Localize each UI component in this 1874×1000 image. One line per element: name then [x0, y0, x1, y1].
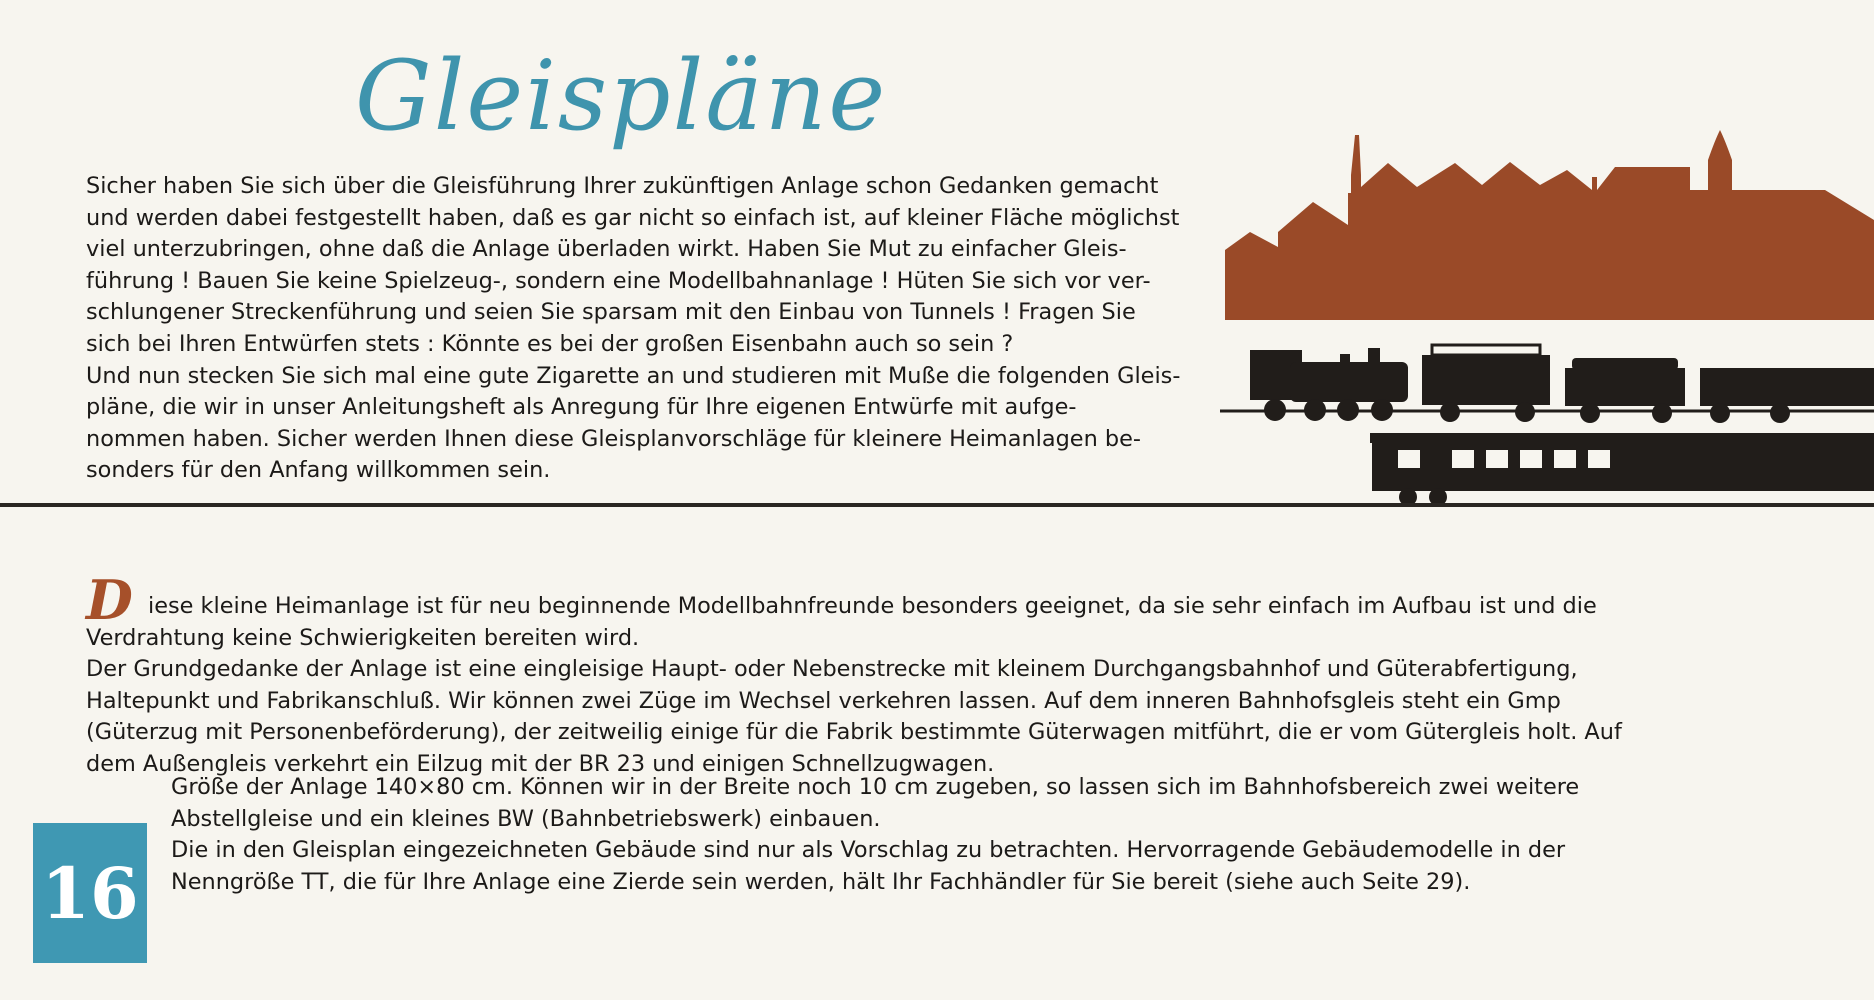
intro-line: sonders für den Anfang willkommen sein. [86, 457, 551, 484]
page-title: Gleispläne [355, 40, 888, 152]
article-paragraph: Die in den Gleisplan eingezeichneten Gebäude sind nur als Vorschlag zu betrachten. Hervorragende Gebäudemodelle in der Nenngröße TT, die für Ihre Anlage eine Zierde sein werden, hält Ihr Fachhändler für Sie bereit (siehe auch Seite 29). [171, 837, 1566, 895]
intro-line: Sicher haben Sie sich über die Gleisführung Ihrer zukünftigen Anlage schon Gedanken gemacht [86, 173, 1159, 199]
skyline-train-illustration [1220, 130, 1874, 505]
article-paragraph: Der Grundgedanke der Anlage ist eine eingleisige Haupt- oder Nebenstrecke mit kleinem Durchgangsbahnhof und Güterabfertigung, Haltepunkt und Fabrikanschluß. Wir können zwei Züge im Wechsel verkehren lassen. Auf dem inneren Bahnhofsgleis steht ein Gmp (Güterzug mit Personenbeförderung), der zeitweilig einige für die Fabrik bestimmte Güterwagen mitführt, die er vom Gütergleis holt. Auf dem Außengleis verkehrt ein Eilzug mit der BR 23 und einigen Schnellzugwagen. [86, 656, 1622, 777]
drop-cap: D [86, 568, 133, 632]
intro-line: und werden dabei festgestellt haben, daß es gar nicht so einfach ist, auf kleiner Fläche möglichst [86, 204, 1180, 231]
intro-line: schlungener Streckenführung und seien Sie sparsam mit den Einbau von Tunnels ! Fragen Sie [86, 299, 1136, 326]
intro-line: führung ! Bauen Sie keine Spielzeug-, sondern eine Modellbahnanlage ! Hüten Sie sich vor ver- [86, 267, 1151, 294]
intro-paragraph [86, 171, 1216, 487]
article-paragraph [86, 568, 1656, 654]
freight-car-cutoff [1700, 368, 1874, 423]
intro-line: pläne, die wir in unser Anleitungsheft als Anregung für Ihre eigenen Entwürfe mit aufge- [86, 394, 1077, 421]
intro-line: Und nun stecken Sie sich mal eine gute Zigarette an und studieren mit Muße die folgenden Gleis- [86, 362, 1181, 389]
town-skyline-silhouette [1225, 130, 1874, 320]
article-paragraph: Größe der Anlage 140×80 cm. Können wir in der Breite noch 10 cm zugeben, so lassen sich im Bahnhofsbereich zwei weitere Abstellgleise und ein kleines BW (Bahnbetriebswerk) einbauen. [171, 774, 1580, 832]
article-body [86, 568, 1656, 781]
intro-line: nommen haben. Sicher werden Ihnen diese Gleisplanvorschläge für kleinere Heimanlagen be- [86, 425, 1141, 452]
page-number-badge: 16 [33, 823, 147, 963]
horizontal-divider [0, 503, 1874, 507]
passenger-coach [1370, 433, 1874, 505]
gondola-car [1565, 358, 1685, 423]
intro-line: viel unterzubringen, ohne daß die Anlage überladen wirkt. Haben Sie Mut zu einfacher Gleis- [86, 236, 1127, 263]
intro-line: sich bei Ihren Entwürfen stets : Könnte es bei der großen Eisenbahn auch so sein ? [86, 330, 1014, 357]
paragraph-text: iese kleine Heimanlage ist für neu beginnende Modellbahnfreunde besonders geeignet, da sie sehr einfach im Aufbau ist und die Verdrahtung keine Schwierigkeiten bereiten wird. [86, 593, 1597, 651]
article-indented-block [171, 772, 1661, 898]
